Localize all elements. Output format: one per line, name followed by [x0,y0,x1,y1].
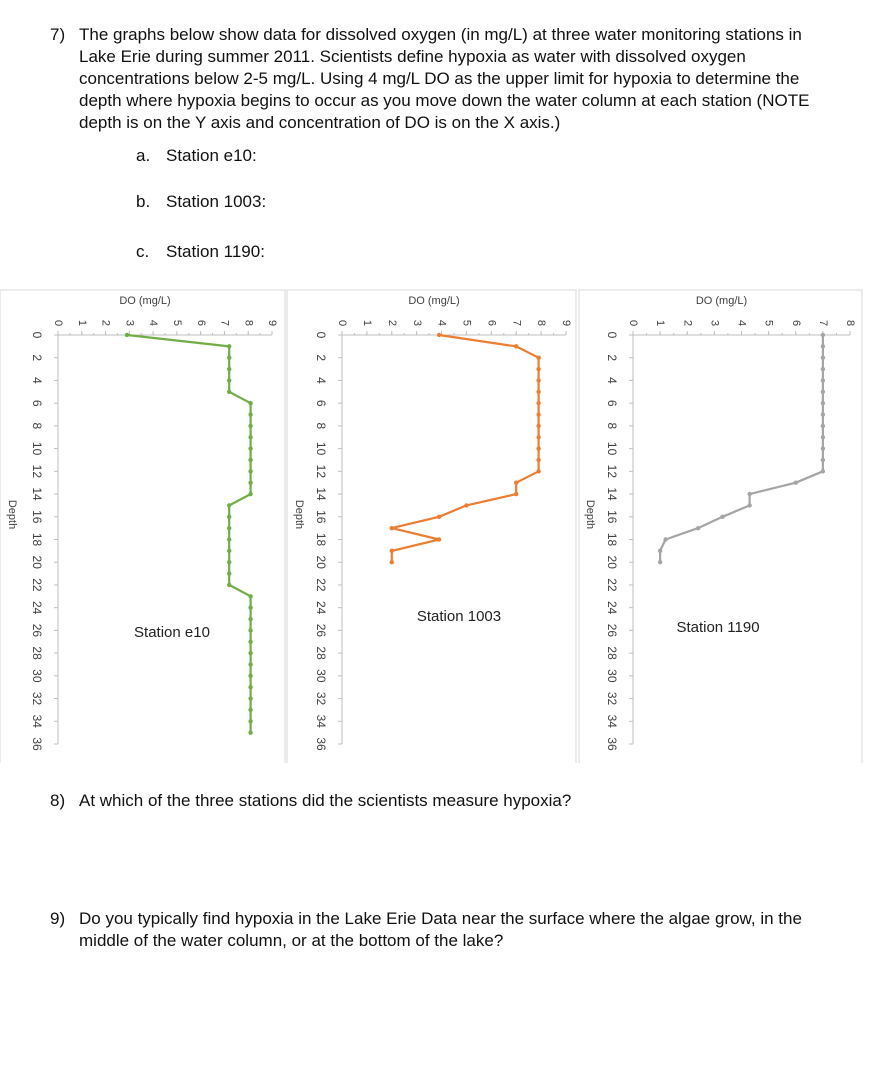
y-tick-label: 30 [29,669,44,683]
x-tick-label: 7 [510,319,523,327]
part-letter: c. [136,242,150,261]
x-tick-label: 3 [123,319,136,327]
x-tick-label: 1 [75,319,88,327]
y-tick-label: 16 [29,510,44,524]
series-line [392,335,539,562]
data-point [248,730,252,734]
y-tick-label: 0 [29,331,44,339]
data-point [248,696,252,700]
data-point [821,344,825,348]
x-axis-title: DO (mg/L) [695,295,748,307]
x-tick-label: 1 [654,319,667,327]
x-tick-label: 5 [762,319,775,327]
data-point [821,356,825,360]
data-point [536,458,540,462]
chart-title: Station 1190 [676,619,760,636]
y-tick-label: 4 [313,377,328,384]
data-point [663,537,667,541]
chart-title: Station e10 [134,624,210,641]
y-tick-label: 22 [313,578,328,592]
data-point [536,424,540,428]
data-point [390,560,394,564]
y-tick-label: 14 [604,487,619,501]
y-tick-label: 30 [313,669,328,683]
y-tick-label: 10 [29,441,44,456]
x-tick-label: 2 [99,319,112,327]
y-tick-label: 4 [604,377,619,384]
data-point [536,390,540,394]
data-point [227,571,231,575]
y-tick-label: 20 [604,555,619,569]
data-point [248,662,252,666]
y-tick-label: 14 [29,487,44,501]
x-tick-label: 2 [385,319,398,327]
data-point [514,344,518,348]
y-tick-label: 4 [29,377,44,384]
data-point [437,515,441,519]
y-tick-label: 12 [29,464,44,479]
y-axis-title: Depth [584,499,597,530]
data-point [248,401,252,405]
x-tick-label: 8 [242,319,255,327]
data-point [227,367,231,371]
part-letter: a. [136,146,151,165]
y-tick-label: 16 [313,510,328,524]
y-tick-label: 20 [29,555,44,569]
y-tick-label: 34 [29,714,44,728]
y-tick-label: 18 [313,532,328,547]
y-tick-label: 2 [604,354,619,362]
series-line [660,335,823,562]
data-point [821,412,825,416]
y-tick-label: 6 [29,399,44,407]
x-tick-label: 8 [535,319,548,327]
y-tick-label: 24 [29,600,44,615]
x-tick-label: 6 [789,319,802,327]
data-point [248,708,252,712]
data-point [390,526,394,530]
data-point [536,356,540,360]
y-tick-label: 6 [604,399,619,407]
y-tick-label: 28 [29,646,44,660]
x-tick-label: 9 [560,319,573,327]
question-text: The graphs below show data for dissolved oxygen (in mg/L) at three water monitoring stations in Lake Erie during summer 2011. Scientists define hypoxia as water with dissolved oxygen concentrations below 2-5 mg/L. Using 4 mg/L DO as the upper limit for hypoxia to determine the depth where hypoxia begins to occur as you move down the water column at each station (NOTE depth is on the Y axis and concentration of DO is on the X axis.) [79,25,810,132]
x-tick-label: 5 [170,319,183,327]
part-label: Station 1190: [166,242,265,261]
answer-part-c [136,241,265,263]
data-point [248,605,252,609]
x-tick-label: 0 [336,319,349,327]
y-tick-label: 14 [313,487,328,501]
data-point [514,492,518,496]
y-tick-label: 34 [313,714,328,728]
data-point [248,640,252,644]
y-tick-label: 32 [604,691,619,706]
data-point [227,537,231,541]
data-point [248,480,252,484]
chart-frame [287,290,576,763]
x-tick-label: 1 [360,319,373,327]
chart-title: Station 1003 [416,608,502,625]
question-number: 7) [50,25,66,44]
x-tick-label: 6 [485,319,498,327]
data-point [536,435,540,439]
part-label: Station e10: [166,146,257,165]
data-point [227,344,231,348]
part-letter: b. [136,192,151,211]
data-point [227,549,231,553]
question-number: 8) [50,791,66,810]
y-axis-title: Depth [293,499,306,530]
data-point [794,480,798,484]
part-label: Station 1003: [166,192,267,211]
data-point [720,515,724,519]
data-point [248,469,252,473]
y-tick-label: 10 [604,441,619,456]
series-line [127,335,251,733]
y-tick-label: 22 [604,578,619,592]
x-tick-label: 0 [52,319,65,327]
data-point [658,560,662,564]
data-point [125,333,129,337]
y-tick-label: 30 [604,669,619,683]
data-point [227,356,231,360]
data-point [248,446,252,450]
y-tick-label: 26 [29,623,44,638]
x-tick-label: 4 [147,319,160,327]
data-point [248,719,252,723]
data-point [536,446,540,450]
chart-station-1003 [287,290,576,763]
y-tick-label: 8 [313,422,328,430]
chart-station-1190 [579,290,862,763]
data-point [821,446,825,450]
y-tick-label: 32 [313,691,328,706]
y-tick-label: 26 [313,623,328,638]
data-point [821,469,825,473]
data-point [747,503,751,507]
x-tick-label: 7 [816,319,829,327]
y-tick-label: 36 [313,737,328,751]
data-point [227,526,231,530]
x-axis-title: DO (mg/L) [119,295,171,307]
question-number: 9) [50,909,66,928]
data-point [514,480,518,484]
y-tick-label: 8 [604,422,619,430]
data-point [536,401,540,405]
question-text: At which of the three stations did the scientists measure hypoxia? [79,791,572,810]
data-point [747,492,751,496]
data-point [821,390,825,394]
data-point [464,503,468,507]
do-depth-charts [0,283,880,763]
data-point [248,651,252,655]
data-point [227,503,231,507]
y-tick-label: 8 [29,422,44,430]
y-tick-label: 18 [29,532,44,547]
data-point [248,435,252,439]
x-tick-label: 6 [194,319,207,327]
data-point [821,424,825,428]
data-point [437,537,441,541]
y-tick-label: 24 [604,600,619,615]
y-axis-title: Depth [6,499,19,530]
x-tick-label: 8 [844,319,857,327]
y-tick-label: 6 [313,399,328,407]
y-tick-label: 24 [313,600,328,615]
y-tick-label: 12 [604,464,619,479]
x-tick-label: 3 [708,319,721,327]
x-tick-label: 7 [218,319,231,327]
data-point [821,333,825,337]
data-point [536,469,540,473]
y-tick-label: 2 [313,354,328,362]
answer-part-a [136,145,257,167]
data-point [248,424,252,428]
data-point [536,367,540,371]
y-tick-label: 36 [604,737,619,751]
x-tick-label: 0 [627,319,640,327]
data-point [248,685,252,689]
data-point [248,492,252,496]
data-point [821,378,825,382]
data-point [536,412,540,416]
x-axis-title: DO (mg/L) [408,295,460,307]
data-point [248,617,252,621]
data-point [248,412,252,416]
data-point [437,333,441,337]
y-tick-label: 28 [313,646,328,660]
data-point [821,458,825,462]
y-tick-label: 34 [604,714,619,728]
data-point [536,378,540,382]
data-point [227,583,231,587]
answer-part-b [136,191,266,213]
x-tick-label: 2 [681,319,694,327]
y-tick-label: 12 [313,464,328,479]
data-point [821,435,825,439]
y-tick-label: 2 [29,354,44,362]
y-tick-label: 0 [604,331,619,339]
y-tick-label: 16 [604,510,619,524]
data-point [248,674,252,678]
data-point [227,390,231,394]
y-tick-label: 32 [29,691,44,706]
x-tick-label: 3 [410,319,423,327]
y-tick-label: 0 [313,331,328,339]
chart-station-e10 [0,290,285,763]
y-tick-label: 10 [313,441,328,456]
data-point [658,549,662,553]
y-tick-label: 20 [313,555,328,569]
x-tick-label: 4 [735,319,748,327]
data-point [248,458,252,462]
x-tick-label: 4 [435,319,448,327]
data-point [248,594,252,598]
data-point [696,526,700,530]
y-tick-label: 18 [604,532,619,547]
data-point [390,549,394,553]
data-point [248,628,252,632]
data-point [227,515,231,519]
y-tick-label: 36 [29,737,44,751]
data-point [227,560,231,564]
data-point [821,401,825,405]
x-tick-label: 5 [460,319,473,327]
x-tick-label: 9 [266,319,279,327]
chart-frame [579,290,862,763]
y-tick-label: 22 [29,578,44,592]
data-point [227,378,231,382]
question-text: Do you typically find hypoxia in the Lake Erie Data near the surface where the algae grow, in the middle of the water column, or at the bottom of the lake? [79,909,802,950]
y-tick-label: 26 [604,623,619,638]
y-tick-label: 28 [604,646,619,660]
data-point [821,367,825,371]
